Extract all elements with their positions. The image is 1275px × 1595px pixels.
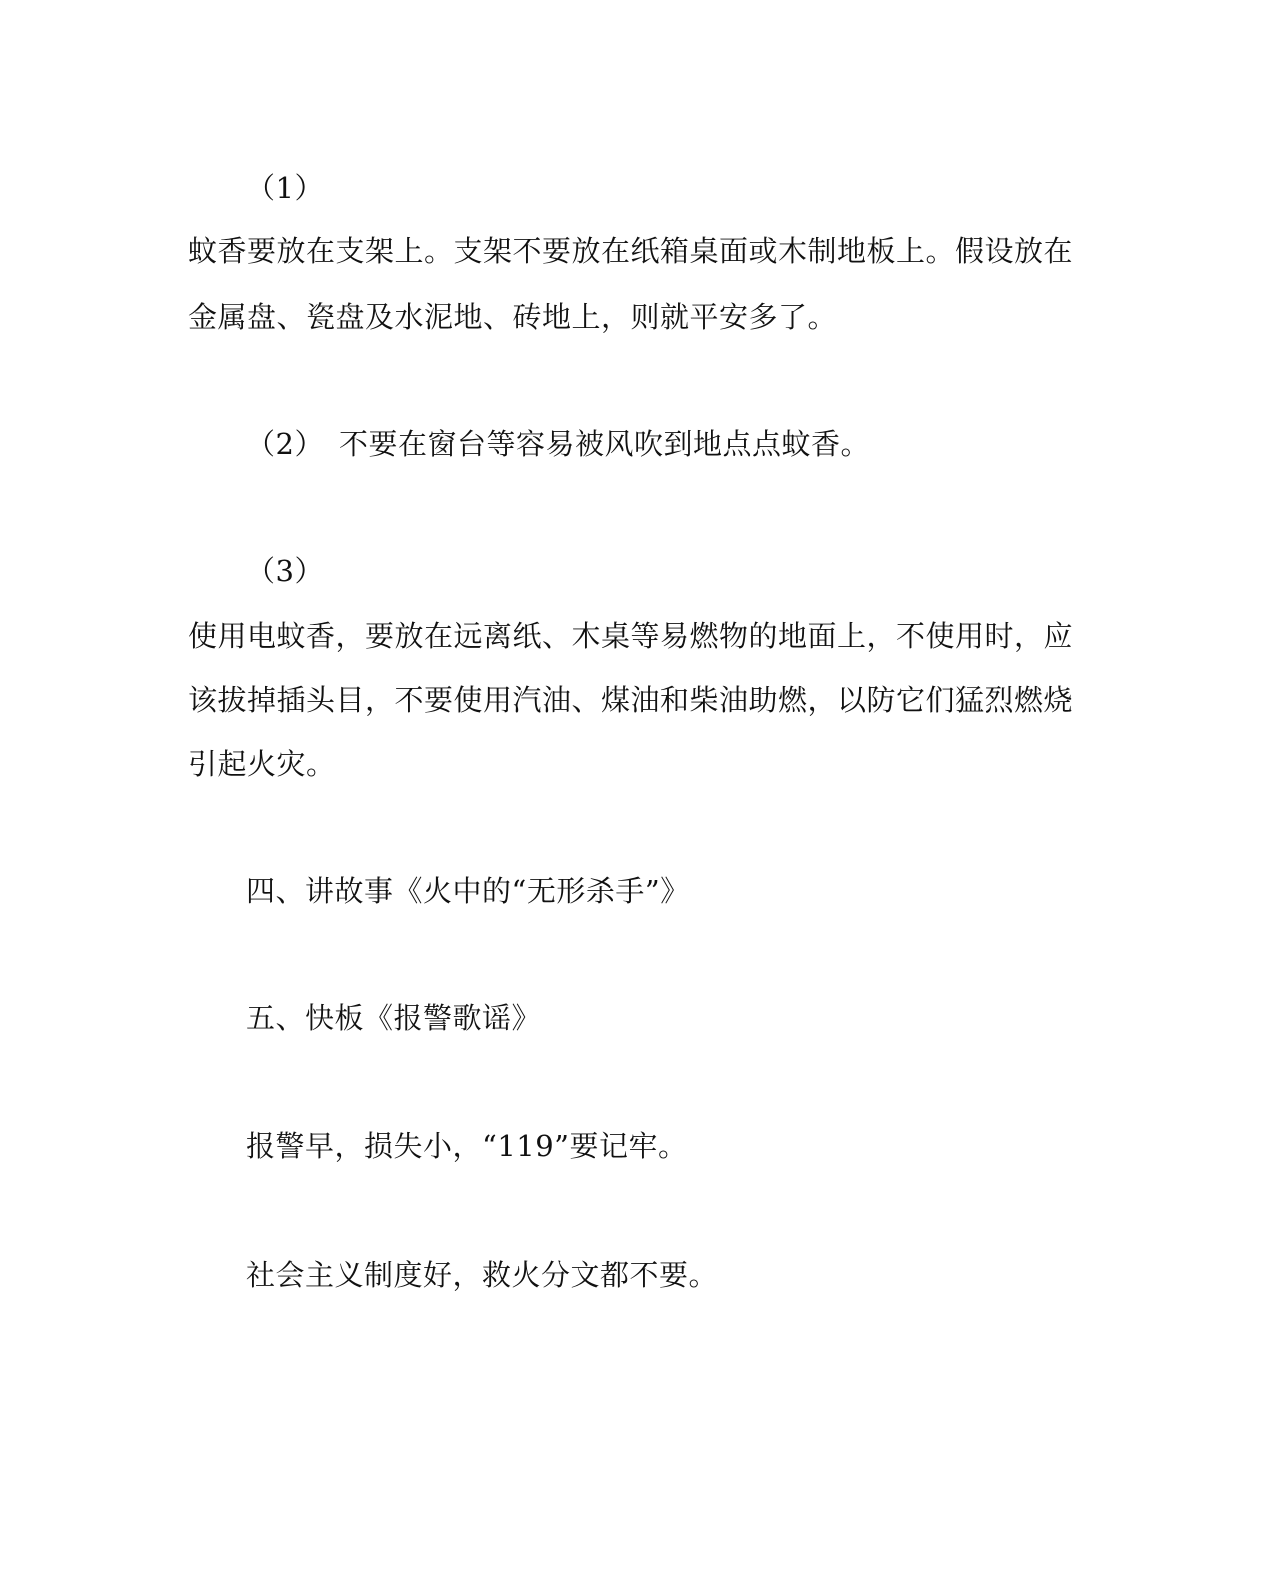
item-1-label: （1）	[246, 171, 324, 205]
item-1-line-2: 金属盘、瓷盘及水泥地、砖地上，则就平安多了。	[188, 300, 838, 334]
item-1-line-1: 蚊香要放在支架上。支架不要放在纸箱桌面或木制地板上。假设放在	[188, 234, 1074, 268]
verse-line-2: 社会主义制度好，救火分文都不要。	[246, 1258, 719, 1292]
item-2-text: （2） 不要在窗台等容易被风吹到地点点蚊香。	[246, 427, 870, 461]
item-3-label: （3）	[246, 554, 324, 588]
item-3-line-2: 该拔掉插头目，不要使用汽油、煤油和柴油助燃，以防它们猛烈燃烧	[188, 683, 1074, 717]
item-3-line-1: 使用电蚊香，要放在远离纸、木桌等易燃物的地面上，不使用时，应	[188, 619, 1074, 653]
item-3-line-3: 引起火灾。	[188, 747, 336, 781]
section-heading-5: 五、快板《报警歌谣》	[246, 1001, 542, 1035]
section-heading-4: 四、讲故事《火中的“无形杀手”》	[246, 874, 690, 908]
verse-line-1: 报警早，损失小，“119”要记牢。	[246, 1129, 688, 1163]
